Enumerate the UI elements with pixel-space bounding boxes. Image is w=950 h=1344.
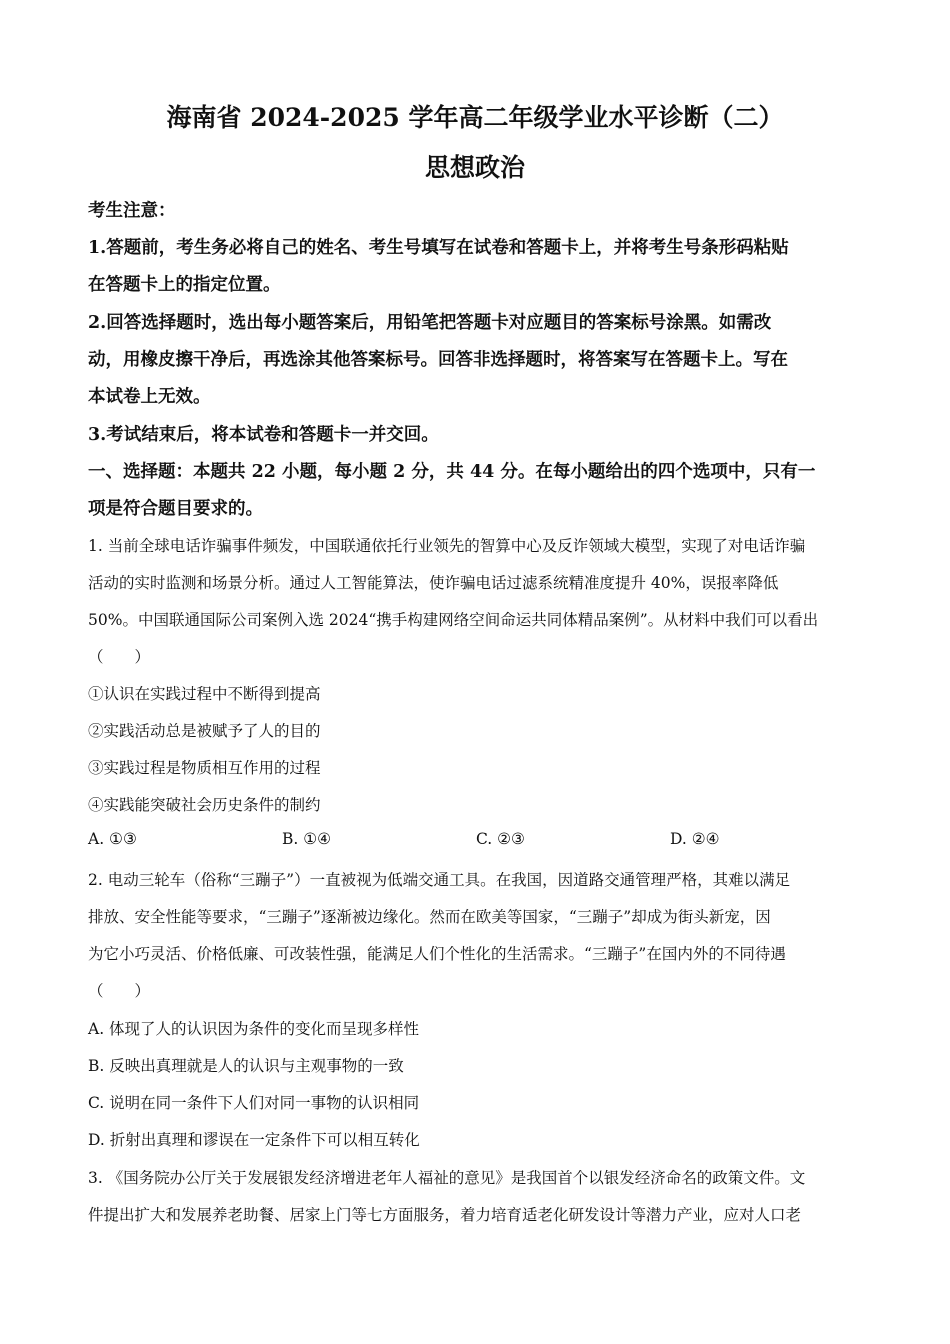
- notice-item-1-line-1: 1.答题前，考生务必将自己的姓名、考生号填写在试卷和答题卡上，并将考生号条形码粘贴: [88, 238, 789, 258]
- q1-stem-line-2: 活动的实时监测和场景分析。通过人工智能算法，使诈骗电话过滤系统精准度提升 40%，误报率降低: [88, 574, 779, 592]
- q2-option-a: A. 体现了人的认识因为条件的变化而呈现多样性: [88, 1020, 420, 1038]
- q1-option-d: D. ②④: [670, 830, 720, 848]
- q3-stem-line-1: 3. 《国务院办公厅关于发展银发经济增进老年人福祉的意见》是我国首个以银发经济命名的政策文件。文: [88, 1169, 806, 1187]
- notice-item-2-line-1: 2.回答选择题时，选出每小题答案后，用铅笔把答题卡对应题目的答案标号涂黑。如需改: [88, 313, 772, 333]
- q2-stem-line-1: 2. 电动三轮车（俗称“三蹦子”）一直被视为低端交通工具。在我国，因道路交通管理严格，其难以满足: [88, 871, 791, 889]
- q1-answer-bracket: （ ）: [88, 648, 151, 666]
- notice-item-3: 3.考试结束后，将本试卷和答题卡一并交回。: [88, 425, 439, 445]
- q2-answer-bracket: （ ）: [88, 982, 151, 1000]
- q1-statement-1: ①认识在实践过程中不断得到提高: [88, 685, 321, 703]
- notice-item-1-line-2: 在答题卡上的指定位置。: [88, 275, 281, 295]
- q2-stem-line-2: 排放、安全性能等要求，“三蹦子”逐渐被边缘化。然而在欧美等国家，“三蹦子”却成为街头新宠，因: [88, 908, 771, 926]
- q3-stem-line-2: 件提出扩大和发展养老助餐、居家上门等七方面服务，着力培育适老化研发设计等潜力产业，应对人口老: [88, 1206, 802, 1224]
- exam-title: 海南省 2024-2025 学年高二年级学业水平诊断（二）: [166, 103, 784, 132]
- notice-item-2-line-2: 动，用橡皮擦干净后，再选涂其他答案标号。回答非选择题时，将答案写在答题卡上。写在: [88, 350, 788, 370]
- q1-option-b: B. ①④: [282, 830, 332, 848]
- q1-option-c: C. ②③: [476, 830, 525, 848]
- q1-option-a: A. ①③: [88, 830, 137, 848]
- q2-option-c: C. 说明在同一条件下人们对同一事物的认识相同: [88, 1094, 420, 1112]
- q1-stem-line-1: 1. 当前全球电话诈骗事件频发，中国联通依托行业领先的智算中心及反诈领域大模型，实现了对电话诈骗: [88, 537, 806, 555]
- q1-statement-4: ④实践能突破社会历史条件的制约: [88, 796, 321, 814]
- q1-stem-line-3: 50%。中国联通国际公司案例入选 2024“携手构建网络空间命运共同体精品案例”。从材料中我们可以看出: [88, 611, 819, 629]
- q1-statement-2: ②实践活动总是被赋予了人的目的: [88, 722, 321, 740]
- section-1-heading-line-1: 一、选择题：本题共 22 小题，每小题 2 分，共 44 分。在每小题给出的四个选项中，只有一: [88, 462, 816, 482]
- section-1-heading-line-2: 项是符合题目要求的。: [88, 499, 263, 519]
- q2-stem-line-3: 为它小巧灵活、价格低廉、可改装性强，能满足人们个性化的生活需求。“三蹦子”在国内外的不同待遇: [88, 945, 786, 963]
- notice-item-2-line-3: 本试卷上无效。: [88, 387, 211, 407]
- q1-statement-3: ③实践过程是物质相互作用的过程: [88, 759, 321, 777]
- notice-heading: 考生注意：: [88, 201, 176, 221]
- exam-subject: 思想政治: [424, 153, 525, 182]
- q2-option-b: B. 反映出真理就是人的认识与主观事物的一致: [88, 1057, 404, 1075]
- q2-option-d: D. 折射出真理和谬误在一定条件下可以相互转化: [88, 1131, 420, 1149]
